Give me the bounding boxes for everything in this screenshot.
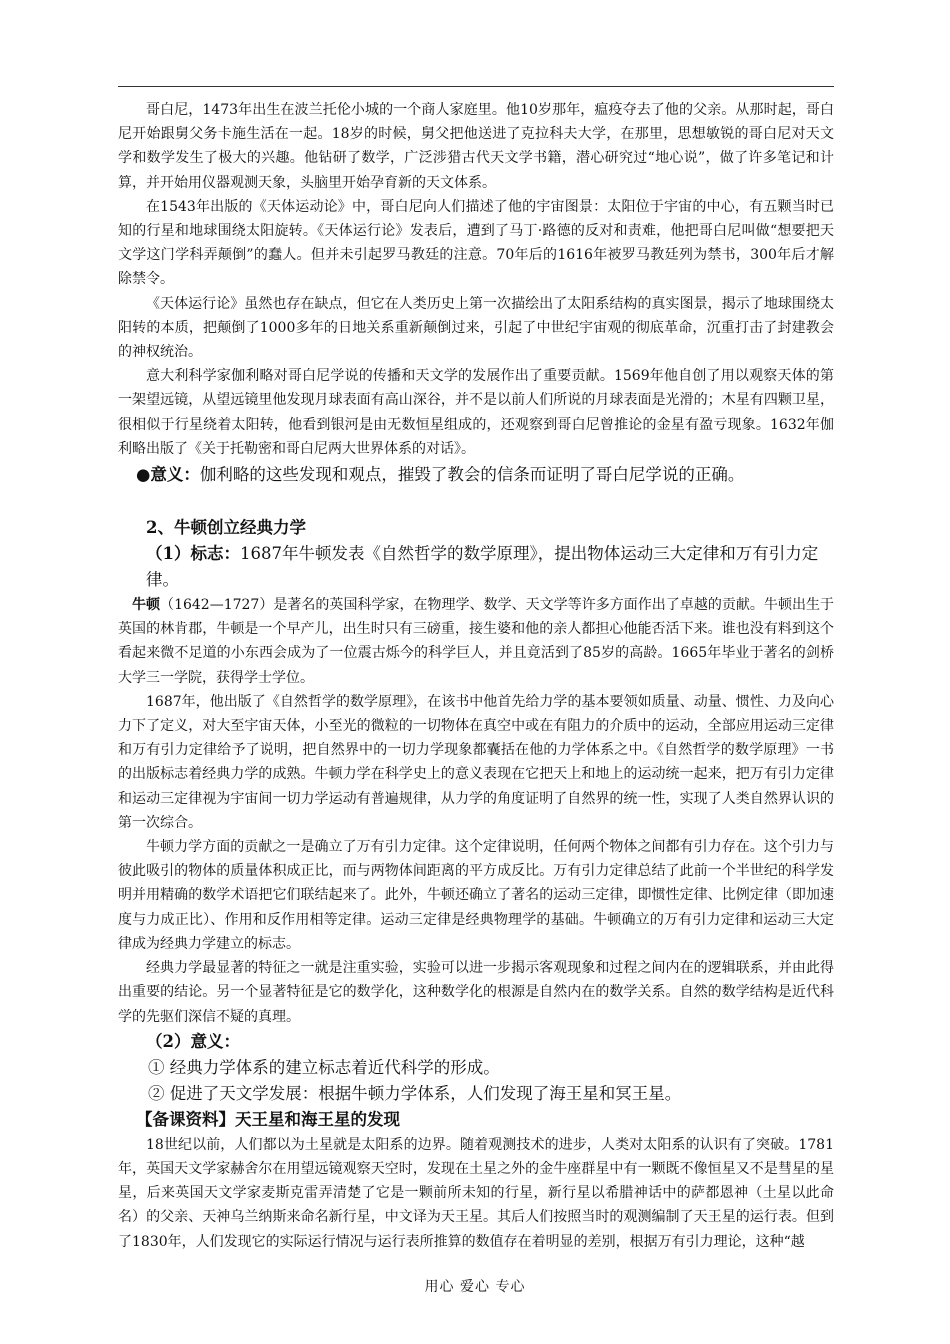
significance-galileo <box>118 461 834 489</box>
paragraph-copernicus-bio: 哥白尼，1473年出生在波兰托伦小城的一个商人家庭里。他10岁那年，瘟疫夺去了他的父亲。从那时起，哥白尼开始跟舅父务卡施生活在一起。18岁的时候，舅父把他送进了克拉科夫大学，在那里，思想敏锐的哥白尼对天文学和数学发生了极大的兴趣。他钻研了数学，广泛涉猎古代天文学书籍，潜心研究过“地心说”，做了许多笔记和计算，并开始用仪器观测天象，头脑里开始孕育新的天文体系。 <box>118 102 834 191</box>
section-title-newton: 2、牛顿创立经典力学 <box>146 518 306 538</box>
sign-text: 1687年牛顿发表《自然哲学的数学原理》，提出物体运动三大定律和万有引力定律。 <box>146 544 819 590</box>
header-rule <box>118 86 834 87</box>
paragraph-principia: 1687年，他出版了《自然哲学的数学原理》，在该书中他首先给力学的基本要领如质量、动量、惯性、力及向心力下了定义，对大至宇宙天体，小至光的微粒的一切物体在真空中或在有阻力的介质中的运动，全部应用运动三定律和万有引力定律给予了说明，把自然界中的一切力学现象都囊括在他的力学体系之中。《自然哲学的数学原理》一书的出版标志着经典力学的成熟。牛顿力学在科学史上的意义表现在它把天上和地上的运动统一起来，把万有引力定律和运动三定律视为宇宙间一切力学运动有普遍规律，从力学的角度证明了自然界的统一性，实现了人类自然界认识的第一次综合。 <box>118 693 834 831</box>
paragraph-uranus-discovery: 18世纪以前，人们都以为土星就是太阳系的边界。随着观测技术的进步，人类对太阳系的认识有了突破。1781年，英国天文学家赫舍尔在用望远镜观察天空时，发现在土星之外的金牛座群星中有一颗既不像恒星又不是彗星的星星，后来英国天文学家麦斯克雷弄清楚了它是一颗前所未知的行星，新行星以希腊神话中的萨都恩神（土星以此命名）的父亲、天神乌兰纳斯来命名新行星，中文译为天王星。其后人们按照当时的观测编制了天王星的运行表。但到了1830年，人们发现它的实际运行情况与运行表所推算的数值存在着明显的差别，根据万有引力理论，这种“越 <box>118 1136 834 1250</box>
paragraph-book-significance: 《天体运行论》虽然也存在缺点，但它在人类历史上第一次描绘出了太阳系结构的真实图景，揭示了地球围绕太阳转的本质，把颠倒了1000多年的日地关系重新颠倒过来，引起了中世纪宇宙观的彻底革命，沉重打击了封建教会的神权统治。 <box>118 295 834 361</box>
significance-item-1: ① 经典力学体系的建立标志着近代科学的形成。 <box>148 1057 500 1077</box>
sign-label: （1）标志： <box>146 544 240 564</box>
newton-intro-text: （1642—1727）是著名的英国科学家，在物理学、数学、天文学等许多方面作出了卓越的贡献。牛顿出生于英国的林肯郡，牛顿是一个早产儿，出生时只有三磅重，接生婆和他的亲人都担心他能否活下来。谁也没有料到这个看起来微不足道的小东西会成为了一位震古烁今的科学巨人，并且竟活到了85岁的高龄。1665年毕业于著名的剑桥大学三一学院，获得学士学位。 <box>118 597 835 686</box>
significance-text: 伽利略的这些发现和观点，摧毁了教会的信条而证明了哥白尼学说的正确。 <box>199 465 745 485</box>
significance-marker: ●意义： <box>136 465 200 485</box>
newton-sign <box>118 541 834 593</box>
page-footer: 用心 爱心 专心 <box>424 1279 526 1295</box>
paragraph-galileo: 意大利科学家伽利略对哥白尼学说的传播和天文学的发展作出了重要贡献。1569年他自创了用以观察天体的第一架望远镜，从望远镜里他发现月球表面有高山深谷，并不是以前人们所说的月球表面是光滑的；木星有四颗卫星，很相似于行星绕着太阳转，他看到银河是由无数恒星组成的，还观察到哥白尼曾推论的金星有盈亏现象。1632年伽利略出版了《关于托勒密和哥白尼两大世界体系的对话》。 <box>118 368 834 457</box>
prep-material-title: 【备课资料】天王星和海王星的发现 <box>136 1109 400 1129</box>
paragraph-newton-intro <box>118 593 834 690</box>
significance-label: （2）意义： <box>146 1031 240 1051</box>
paragraph-heliocentric-book: 在1543年出版的《天体运动论》中，哥白尼向人们描述了他的宇宙图景：太阳位于宇宙的中心，有五颗当时已知的行星和地球围绕太阳旋转。《天体运行论》发表后，遭到了马丁·路德的反对和责难，他把哥白尼叫做“想要把天文学这门学科弄颠倒”的蠢人。但并未引起罗马教廷的注意。70年后的1616年被罗马教廷列为禁书，300年后才解除禁令。 <box>118 198 834 288</box>
significance-item-2: ② 促进了天文学发展：根据牛顿力学体系，人们发现了海王星和冥王星。 <box>148 1083 682 1103</box>
document-body <box>118 98 834 1254</box>
newton-name: 牛顿 <box>132 597 161 614</box>
paragraph-classical-mechanics: 经典力学最显著的特征之一就是注重实验，实验可以进一步揭示客观现象和过程之间内在的逻辑联系，并由此得出重要的结论。另一个显著特征是它的数学化，这种数学化的根源是自然内在的数学关系。自然的数学结构是近代科学的先驱们深信不疑的真理。 <box>118 960 834 1025</box>
paragraph-gravitation: 牛顿力学方面的贡献之一是确立了万有引力定律。这个定律说明，任何两个物体之间都有引力存在。这个引力与彼此吸引的物体的质量体积成正比，而与两物体间距离的平方成反比。万有引力定律总结了此前一个半世纪的科学发明并用精确的数学术语把它们联结起来了。此外，牛顿还确立了著名的运动三定律，即惯性定律、比例定律（即加速度与力成正比）、作用和反作用相等定律。运动三定律是经典物理学的基础。牛顿确立的万有引力定律和运动三大定律成为经典力学建立的标志。 <box>118 839 834 952</box>
section-gap <box>118 489 834 515</box>
